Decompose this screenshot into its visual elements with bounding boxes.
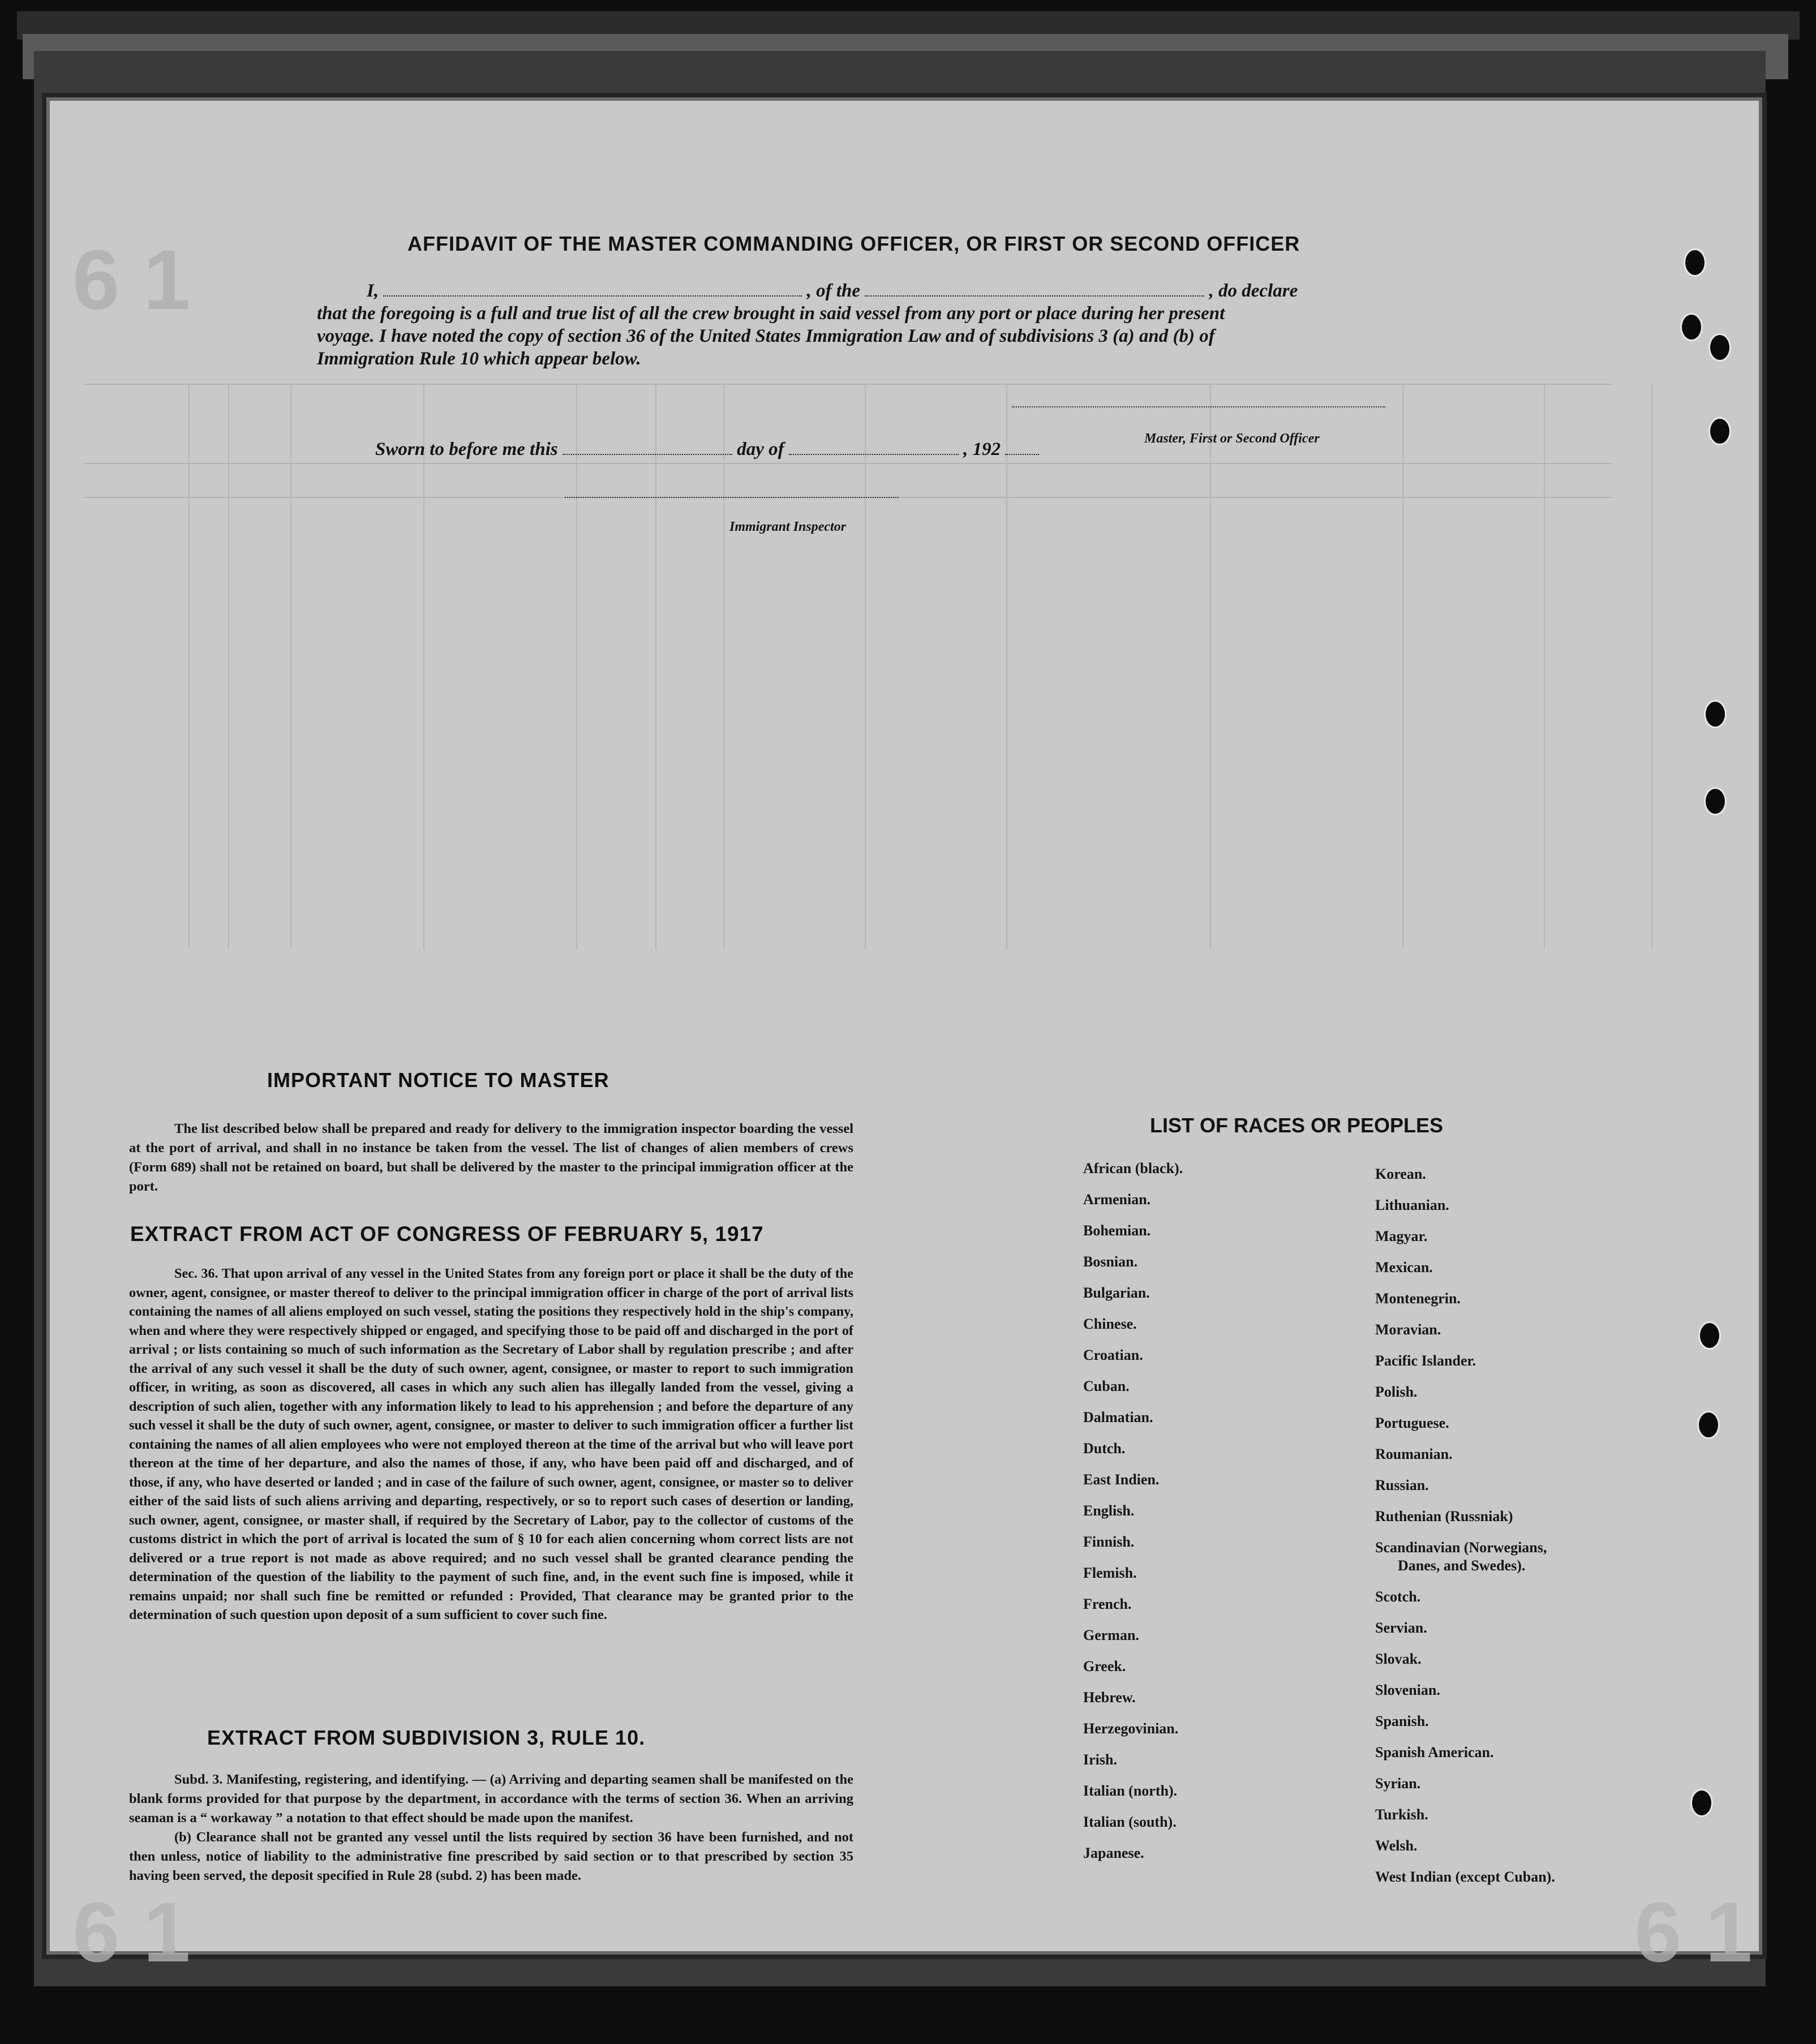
race-item: Finnish. [1083, 1534, 1135, 1550]
race-item: Greek. [1083, 1658, 1126, 1674]
inspector-label: Immigrant Inspector [729, 519, 847, 534]
race-item: English. [1083, 1502, 1135, 1519]
race-item: Magyar. [1375, 1228, 1428, 1244]
race-item: Spanish American. [1375, 1744, 1494, 1760]
document-page: 6 1 6 1 6 1 AFFIDAVIT OF THE MASTER COMMANDING OFFICER, OR FIRST OR SECOND OFFICER I, , of the , do declare that the foregoing is a full and true list of all the crew brought in said vessel from any port or place during her present voyage. I have noted the copy of section 36 of the United States Immigration Law and of subdivisions 3 (a) and (b) of Immigration Rule 10 which appear below. Master, First or Second Officer Sworn to before me this day of , 192 Immigrant Inspector IMPORTANT NOTICE TO MASTER The list described below shall be prepared and ready for delivery to the immigration inspector boarding the vessel at the port of arrival, and shall in no instance be taken from the vessel. The list of changes of alien members of crews (Form 689) shall not be retained on board, but shall be delivered by the master to the principal immigration officer at the port. EXTRACT FROM ACT OF CONGRESS OF FEBRUARY 5, 1917 Sec. 36. That upon arrival of any vessel in the United States from any foreign port or place it shall be the duty of the owner, agent, consignee, or master thereof to deliver to the principal immigration officer in charge of the port of arrival lists containing the names of all aliens employed on such vessel, stating the positions they respectively hold in the ship's company, when and where they were respectively shipped or engaged, and specifying those to be paid off and discharged in the port of arrival ; or lists containing so much of such information as the Secretary of Labor shall by regulation prescribe ; and after the arrival of any such vessel it shall be the duty of such owner, agent, consignee, or master to report to such immigration officer, in writing, as soon as discovered, all cases in which any such alien has illegally landed from the vessel, giving a description of such alien, together with any information likely to lead to his apprehension ; and before the departure of any such vessel it shall be the duty of such owner, agent, consignee, or master to deliver to such immigration officer a further list containing the names of all alien employees who were not employed thereon at the time of the arrival but who will leave port thereon at the time of her departure, and also the names of those, if any, who have been paid off and discharged, and of those, if any, who have deserted or landed ; and in case of the failure of such owner, agent, consignee, or master so to deliver either of the said lists of such aliens arriving and departing, respectively, or so to report such cases of desertion or landing, such owner, agent, consignee, or master shall, if required by the Secretary of Labor, pay to the collector of customs of the customs district in which the port of arrival is located the sum of § 10 for each alien concerning whom correct lists are not delivered or a true report is not made as above required; and no such vessel shall be granted clearance pending the determination of the question of the liability to the payment of such fine, and, in the event such fine is imposed, while it remains unpaid; nor shall such fine be remitted or refunded : Provided, That clearance may be granted prior to the determination of such question upon deposit of a sum sufficient to cover such fine. EXTRACT FROM SUBDIVISION 3, RULE 10. Subd. 3. Manifesting, registering, and identifying. — (a) Arriving and departing seamen shall be manifested on the blank forms provided for that purpose by the department, in accordance with the terms of section 36. When an arriving seaman is a “ workaway ” a notation to that effect should be made upon the manifest. (b) Clearance shall not be granted any vessel until the lists required by section 36 have been furnished, and not then unless, notice of liability to the administrative fine prescribed by said section or to that prescribed by section 35 having been served, the deposit specified in Rule 28 (subd. 2) has been made. LIST OF RACES OR PEOPLES African (black). Armenian. Bohemian. Bosnian. Bulgarian. Chinese. Croatian. Cuban. Dalmatian. Dutch. East Indien. English. Finnish. Flemish. French. German. Greek. Hebrew. Herzegovinian. Irish. Italian (north). Italian (south). Japanese. Korean. Lithuanian. Magyar. Mexican. Montenegrin. Moravian. Pacific Islander. Polish. Portuguese. Roumanian. Russian. Ruthenian (Russniak) Scandinavian (Norwegians, Danes, and Swedes). Scotch. Servian. Slovak. Slovenian. Spanish. Spanish American. Syrian. Turkish. Welsh. West Indian (except Cuban). [50, 101, 1759, 1951]
races-title: LIST OF RACES OR PEOPLES [1150, 1114, 1444, 1137]
rule-extract-body [129, 1770, 853, 1886]
sworn-day-field[interactable] [563, 454, 732, 455]
master-signature-label: Master, First or Second Officer [1144, 431, 1320, 446]
race-item: Scotch. [1375, 1588, 1421, 1605]
race-item: Armenian. [1083, 1191, 1151, 1208]
act-extract-body [129, 1264, 853, 1625]
sworn-year: , 192 [963, 439, 1001, 460]
race-item: Moravian. [1375, 1321, 1441, 1338]
race-item: Polish. [1375, 1384, 1418, 1400]
race-item: Danes, and Swedes). [1398, 1557, 1526, 1574]
master-signature-line[interactable] [1012, 406, 1385, 407]
act-section-36: Sec. 36. That upon arrival of any vessel in the United States from any foreign port or place it shall be the duty of the owner, agent, consignee, or master thereof to deliver to the principal immigration officer in charge of the port of arrival lists containing the names of all aliens employed on such vessel, stating the positions they respectively hold in the ship's company, when and where they were respectively shipped or engaged, and specifying those to be paid off and discharged in the port of arrival ; or lists containing so much of such information as the Secretary of Labor shall by regulation prescribe ; and after the arrival of any such vessel it shall be the duty of such owner, agent, consignee, or master to report to such immigration officer, in writing, as soon as discovered, all cases in which any such alien has illegally landed from the vessel, giving a description of such alien, together with any information likely to lead to his apprehension ; and before the departure of any such vessel it shall be the duty of such owner, agent, consignee, or master to deliver to such immigration officer a further list containing the names of all alien employees who were not employed thereon at the time of the arrival but who will leave port thereon at the time of her departure, and also the names of those, if any, who have been paid off and discharged, and of those, if any, who have deserted or landed ; and in case of the failure of such owner, agent, consignee, or master so to deliver either of the said lists of such aliens arriving and departing, respectively, or so to report such cases of desertion or landing, such owner, agent, consignee, or master shall, if required by the Secretary of Labor, pay to the collector of customs of the customs district in which the port of arrival is located the sum of § 10 for each alien concerning whom correct lists are not delivered or a true report is not made as above required; and no such vessel shall be granted clearance pending the determination of the question of the liability to the payment of such fine, and, in the event such fine is imposed, while it remains unpaid; nor shall such fine be remitted or refunded : Provided, That clearance may be granted prior to the determination of such question upon deposit of a sum sufficient to cover such fine. [129, 1266, 853, 1622]
notice-title: IMPORTANT NOTICE TO MASTER [267, 1068, 609, 1092]
race-item: Servian. [1375, 1620, 1427, 1636]
race-item: Cuban. [1083, 1378, 1130, 1394]
punch-hole [1682, 315, 1701, 340]
sworn-text: Sworn to before me this [375, 439, 558, 460]
race-item: Irish. [1083, 1751, 1117, 1768]
race-item: Syrian. [1375, 1775, 1421, 1792]
affidavit-i: I, [367, 281, 379, 301]
inspector-signature-line[interactable] [565, 497, 899, 498]
race-item: Welsh. [1375, 1837, 1418, 1854]
punch-hole [1706, 702, 1725, 727]
race-item: Bohemian. [1083, 1222, 1151, 1239]
race-item: Bulgarian. [1083, 1285, 1150, 1301]
punch-hole [1699, 1412, 1718, 1437]
race-item: Turkish. [1375, 1806, 1428, 1823]
race-item: Roumanian. [1375, 1446, 1453, 1462]
notice-body [129, 1119, 853, 1196]
race-item: Montenegrin. [1375, 1290, 1461, 1307]
affidavit-title: AFFIDAVIT OF THE MASTER COMMANDING OFFICER, OR FIRST OR SECOND OFFICER [407, 232, 1300, 255]
race-item: Scandinavian (Norwegians, [1375, 1539, 1547, 1556]
race-item: West Indian (except Cuban). [1375, 1869, 1555, 1885]
race-item: Slovenian. [1375, 1682, 1440, 1698]
race-item: Ruthenian (Russniak) [1375, 1508, 1513, 1525]
rule-subd-b: (b) Clearance shall not be granted any vessel until the lists required by section 36 have been furnished, and not then unless, notice of liability to the administrative fine prescribed by said section or to that prescribed by section 35 having been served, the deposit specified in Rule 28 (subd. 2) has been made. [129, 1830, 853, 1883]
race-item: African (black). [1083, 1160, 1183, 1176]
race-item: Italian (north). [1083, 1783, 1178, 1799]
rule-extract-title: EXTRACT FROM SUBDIVISION 3, RULE 10. [207, 1726, 646, 1749]
punch-hole [1685, 250, 1705, 275]
race-item: Slovak. [1375, 1651, 1422, 1667]
sworn-line [375, 439, 1039, 460]
punch-hole [1692, 1790, 1711, 1815]
act-extract-title: EXTRACT FROM ACT OF CONGRESS OF FEBRUARY 5, 1917 [130, 1222, 764, 1246]
affidavit-of-the: , of the [806, 281, 861, 301]
punch-hole [1710, 419, 1729, 444]
sworn-year-field[interactable] [1005, 454, 1039, 455]
sworn-month-field[interactable] [789, 454, 959, 455]
race-item: German. [1083, 1627, 1139, 1643]
sworn-day-of: day of [737, 439, 784, 460]
rule-subd-a: Subd. 3. Manifesting, registering, and identifying. — (a) Arriving and departing seamen shall be manifested on the blank forms provided for that purpose by the department, in accordance with the terms of section 36. When an arriving seaman is a “ workaway ” a notation to that effect should be made upon the manifest. [129, 1772, 853, 1826]
vessel-name-field[interactable] [865, 295, 1204, 297]
punch-hole [1706, 789, 1725, 814]
punch-hole [1710, 335, 1729, 360]
race-item: Croatian. [1083, 1347, 1143, 1363]
race-item: Japanese. [1083, 1845, 1144, 1861]
affidavit-do-declare: , do declare [1209, 281, 1298, 301]
punch-hole [1700, 1323, 1719, 1348]
race-item: Pacific Islander. [1375, 1352, 1476, 1369]
officer-name-field[interactable] [383, 295, 802, 297]
race-item: Flemish. [1083, 1565, 1137, 1581]
affidavit-line-4: Immigration Rule 10 which appear below. [317, 349, 641, 369]
race-item: Chinese. [1083, 1316, 1137, 1332]
race-item: Herzegovinian. [1083, 1720, 1179, 1737]
race-item: Portuguese. [1375, 1415, 1449, 1431]
race-item: East Indien. [1083, 1471, 1160, 1488]
affidavit-line-3: voyage. I have noted the copy of section 36 of the United States Immigration Law and of subdivisions 3 (a) and (b) of [317, 326, 1215, 346]
race-item: Spanish. [1375, 1713, 1429, 1729]
race-item: Dalmatian. [1083, 1409, 1153, 1425]
race-item: Hebrew. [1083, 1689, 1136, 1706]
race-item: French. [1083, 1596, 1132, 1612]
race-item: Bosnian. [1083, 1253, 1138, 1270]
race-item: Korean. [1375, 1166, 1426, 1182]
notice-paragraph: The list described below shall be prepared and ready for delivery to the immigration inspector boarding the vessel at the port of arrival, and shall in no instance be taken from the vessel. The list of changes of alien members of crews (Form 689) shall not be retained on board, but shall be delivered by the master to the principal immigration officer at the port. [129, 1121, 853, 1194]
affidavit-line-1 [367, 281, 1298, 302]
race-item: Lithuanian. [1375, 1197, 1449, 1213]
race-item: Dutch. [1083, 1440, 1126, 1457]
race-item: Russian. [1375, 1477, 1429, 1493]
affidavit-line-2: that the foregoing is a full and true list of all the crew brought in said vessel from any port or place during her present [317, 303, 1225, 324]
race-item: Italian (south). [1083, 1814, 1177, 1830]
race-item: Mexican. [1375, 1259, 1433, 1276]
